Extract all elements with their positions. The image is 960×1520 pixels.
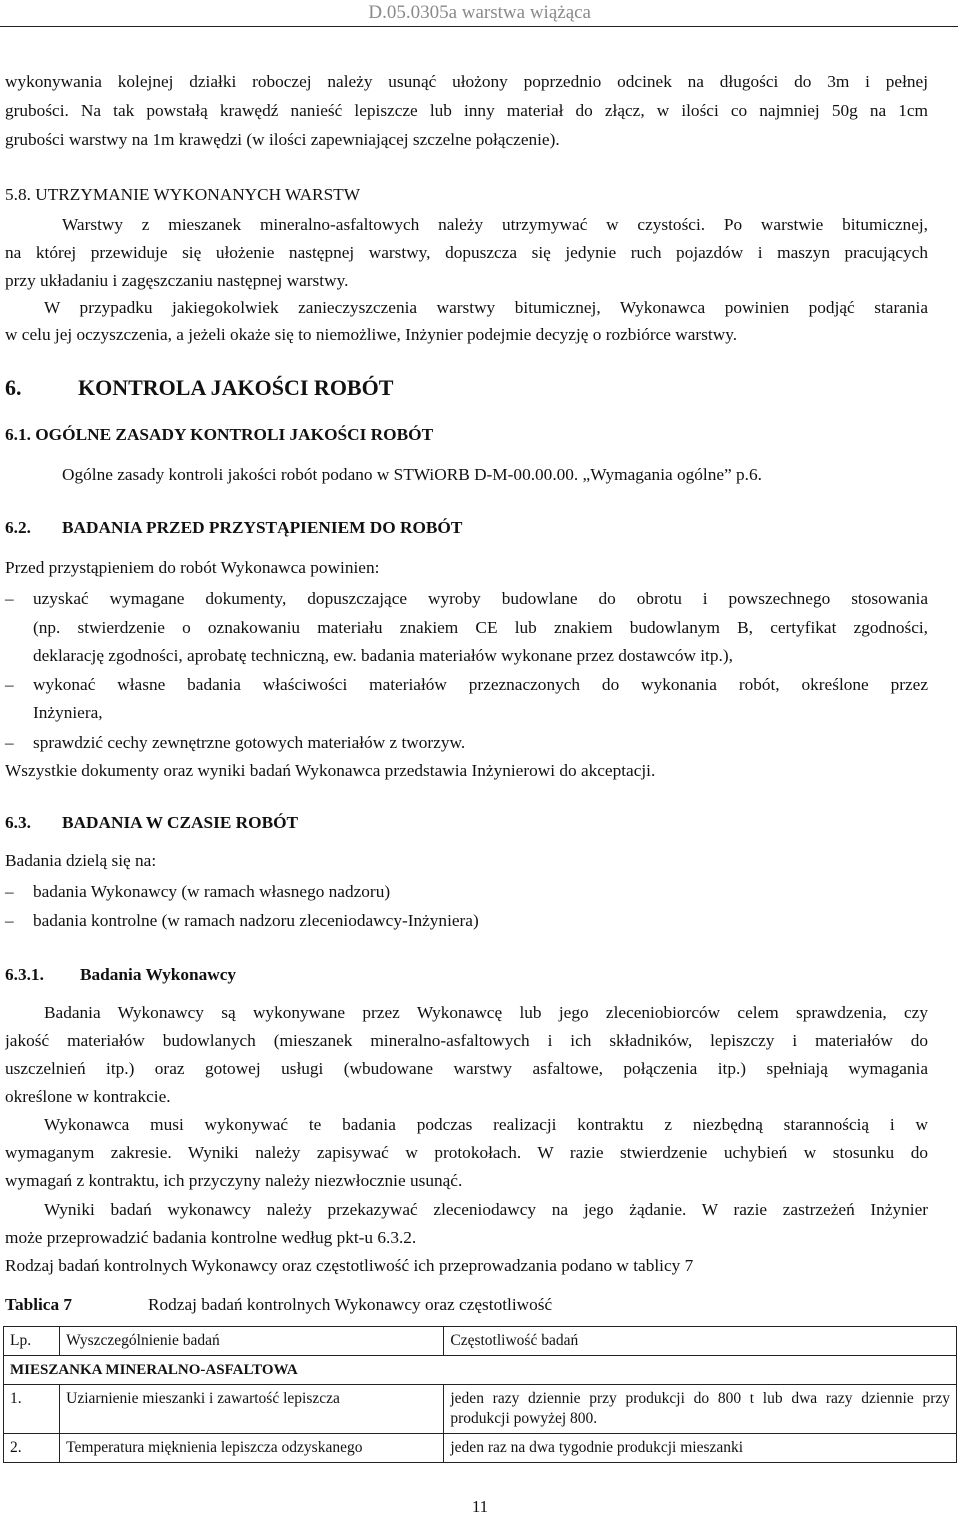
text-line: Wyniki badań wykonawcy należy przekazywać zleceniodawcy na jego żądanie. W razie zastrzeżeń Inżynier xyxy=(44,1200,928,1219)
list-item-text: badania Wykonawcy (w ramach własnego nadzoru) xyxy=(33,882,391,901)
list-bullet: – xyxy=(5,911,14,930)
text-line: Badania Wykonawcy są wykonywane przez Wykonawcę lub jego zleceniobiorców celem sprawdzenia, czy xyxy=(44,1003,928,1022)
section-heading-6-3: BADANIA W CZASIE ROBÓT xyxy=(62,813,299,832)
table-header-cell: Częstotliwość badań xyxy=(444,1327,957,1356)
table-label: Tablica 7 xyxy=(5,1295,73,1314)
section-heading-6-2: BADANIA PRZED PRZYSTĄPIENIEM DO ROBÓT xyxy=(62,518,463,537)
text-line: jakość materiałów budowlanych (mieszanek mineralno-asfaltowych i ich składników, lepiszczy i materiałów do xyxy=(5,1031,928,1050)
text-line: uszczelnień itp.) oraz gotowej usługi (wbudowane warstwy asfaltowe, połączenia itp.) spełniają wymagania xyxy=(5,1059,928,1078)
text-line: grubości. Na tak powstałą krawędź nanieść lepiszcze lub inny materiał do złącz, w ilości co najmniej 50g na 1cm xyxy=(5,101,928,120)
table-cell: 2. xyxy=(4,1434,60,1463)
list-item-text: uzyskać wymagane dokumenty, dopuszczające wyroby budowlane do obrotu i powszechnego stosowania xyxy=(33,589,928,608)
table-group-row xyxy=(4,1356,957,1385)
text-line: może przeprowadzić badania kontrolne według pkt-u 6.3.2. xyxy=(5,1228,417,1247)
table-caption: Rodzaj badań kontrolnych Wykonawcy oraz częstotliwość xyxy=(148,1295,553,1314)
section-number-6: 6. xyxy=(5,375,22,400)
table-cell: jeden raz na dwa tygodnie produkcji mieszanki xyxy=(444,1434,957,1463)
section-number-6-2: 6.2. xyxy=(5,518,31,537)
text-line: Warstwy z mieszanek mineralno-asfaltowych należy utrzymywać w czystości. Po warstwie bitumicznej, xyxy=(62,215,928,234)
document-code: D.05.0305a warstwa wiążąca xyxy=(368,2,591,23)
section-heading-6: KONTROLA JAKOŚCI ROBÓT xyxy=(78,375,394,400)
table-cell: Temperatura mięknienia lepiszcza odzyskanego xyxy=(60,1434,444,1463)
list-bullet: – xyxy=(5,882,14,901)
table-header-cell: Lp. xyxy=(4,1327,60,1356)
page-header xyxy=(0,0,958,27)
table-cell: 1. xyxy=(4,1385,60,1434)
list-item-text: badania kontrolne (w ramach nadzoru zleceniodawcy-Inżyniera) xyxy=(33,911,479,930)
table-header-cell: Wyszczególnienie badań xyxy=(60,1327,444,1356)
table-cell: Uziarnienie mieszanki i zawartość lepiszcza xyxy=(60,1385,444,1434)
section-heading-6-1: 6.1. OGÓLNE ZASADY KONTROLI JAKOŚCI ROBÓT xyxy=(5,425,434,444)
list-item-text: deklarację zgodności, aprobatę techniczną, ew. badania materiałów wykonane przez dostawców itp.), xyxy=(33,646,733,665)
table-cell: jeden razy dziennie przy produkcji do 800 t lub dwa razy dziennie przy produkcji powyżej 800. xyxy=(444,1385,957,1434)
section-heading-5-8: 5.8. UTRZYMANIE WYKONANYCH WARSTW xyxy=(5,185,361,204)
list-item-text: wykonać własne badania właściwości materiałów przeznaczonych do wykonania robót, określone przez xyxy=(33,675,928,694)
text-line: Rodzaj badań kontrolnych Wykonawcy oraz częstotliwość ich przeprowadzania podano w tablicy 7 xyxy=(5,1256,694,1275)
page-number: 11 xyxy=(471,1497,489,1516)
text-line: na której przewiduje się ułożenie następnej warstwy, dopuszcza się jedynie ruch pojazdów i maszyn pracujących xyxy=(5,243,928,262)
list-item-text: Inżyniera, xyxy=(33,703,103,722)
list-bullet: – xyxy=(5,589,14,608)
table-row xyxy=(4,1434,957,1463)
table-row xyxy=(4,1385,957,1434)
text-line: Przed przystąpieniem do robót Wykonawca powinien: xyxy=(5,558,380,577)
list-bullet: – xyxy=(5,675,14,694)
text-line: w celu jej oczyszczenia, a jeżeli okaże się to niemożliwe, Inżynier podejmie decyzję o rozbiórce warstwy. xyxy=(5,325,738,344)
table-header-row xyxy=(4,1327,957,1356)
text-line: wykonywania kolejnej działki roboczej należy usunąć ułożony poprzednio odcinek na długości do 3m i pełnej xyxy=(5,72,928,91)
section-heading-6-3-1: Badania Wykonawcy xyxy=(80,965,237,984)
list-item-text: (np. stwierdzenie o oznakowaniu materiału znakiem CE lub znakiem budowlanym B, certyfikat zgodności, xyxy=(33,618,928,637)
text-line: przy układaniu i zagęszczaniu następnej warstwy. xyxy=(5,271,349,290)
section-number-6-3: 6.3. xyxy=(5,813,31,832)
text-line: określone w kontrakcie. xyxy=(5,1087,171,1106)
text-line: W przypadku jakiegokolwiek zanieczyszczenia warstwy bitumicznej, Wykonawca powinien podjąć starania xyxy=(44,298,928,317)
text-line: Wszystkie dokumenty oraz wyniki badań Wykonawca przedstawia Inżynierowi do akceptacji. xyxy=(5,761,656,780)
text-line: wymaganym zakresie. Wyniki należy zapisywać w protokołach. W razie stwierdzenie uchybień w stosunku do xyxy=(5,1143,928,1162)
text-line: Wykonawca musi wykonywać te badania podczas realizacji kontraktu z niezbędną starannością i w xyxy=(44,1115,928,1134)
list-item-text: sprawdzić cechy zewnętrzne gotowych materiałów z tworzyw. xyxy=(33,733,466,752)
text-line: Ogólne zasady kontroli jakości robót podano w STWiORB D-M-00.00.00. „Wymagania ogólne” p.6. xyxy=(62,465,762,484)
text-line: Badania dzielą się na: xyxy=(5,851,157,870)
list-bullet: – xyxy=(5,733,14,752)
table-7 xyxy=(3,1326,957,1463)
text-line: grubości warstwy na 1m krawędzi (w ilości zapewniającej szczelne połączenie). xyxy=(5,130,560,149)
text-line: wymagań z kontraktu, ich przyczyny należy niezwłocznie usunąć. xyxy=(5,1171,463,1190)
section-number-6-3-1: 6.3.1. xyxy=(5,965,44,984)
table-group-cell: MIESZANKA MINERALNO-ASFALTOWA xyxy=(4,1356,957,1385)
